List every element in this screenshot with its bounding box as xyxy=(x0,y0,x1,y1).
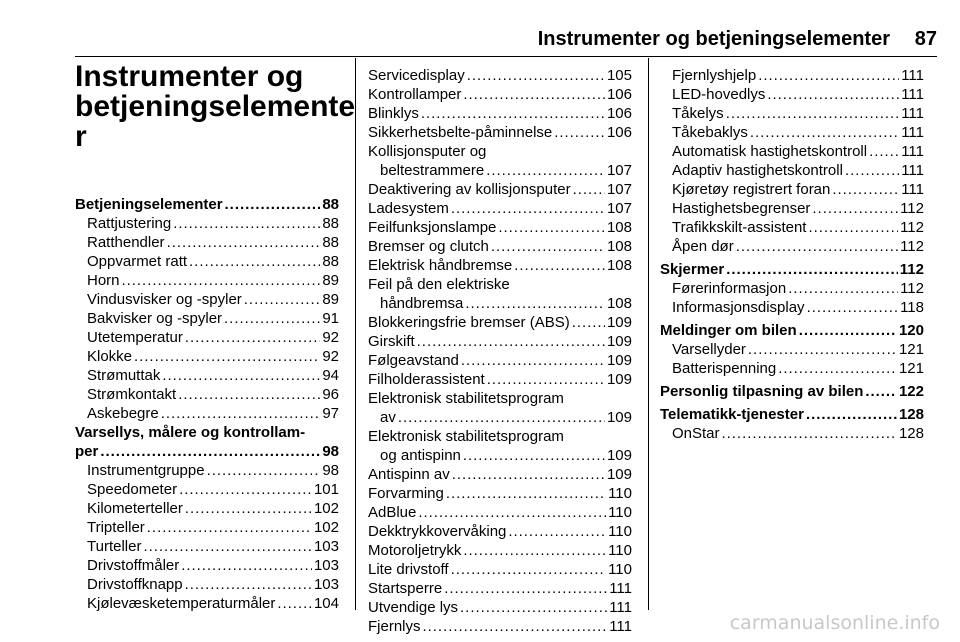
toc-entry-text: Tåkebaklys xyxy=(672,124,748,141)
toc-leader-dots xyxy=(143,537,312,556)
toc-entry-page: 104 xyxy=(313,595,339,612)
toc-entry-text: Servicedisplay xyxy=(368,67,465,84)
toc-leader-dots xyxy=(832,180,899,199)
toc-entry xyxy=(75,347,339,366)
toc-entry-text: Filholderassistent xyxy=(368,371,485,388)
toc-entry-text: Fjernlys xyxy=(368,618,421,635)
toc-entry-text: Bremser og clutch xyxy=(368,238,489,255)
toc-leader-dots xyxy=(865,382,897,401)
toc-entry xyxy=(75,271,339,290)
toc-entry xyxy=(75,556,339,575)
toc-entry-text: AdBlue xyxy=(368,504,417,521)
toc-entry xyxy=(368,503,632,522)
toc-entry-text: Strømuttak xyxy=(87,367,161,384)
toc-entry-page: 106 xyxy=(606,105,632,122)
chapter-title-line: Instrumenter og xyxy=(75,60,304,93)
toc-entry xyxy=(75,233,339,252)
running-header-title: Instrumenter og betjeningselementer xyxy=(537,28,890,50)
toc-leader-dots xyxy=(181,556,312,575)
toc-entry-text: Speedometer xyxy=(87,481,178,498)
toc-entry-text: Turteller xyxy=(87,538,142,555)
toc-leader-dots xyxy=(398,408,605,427)
toc-entry-page: 107 xyxy=(606,200,632,217)
toc-leader-dots xyxy=(207,461,321,480)
toc-entry xyxy=(75,385,339,404)
toc-entry-text: Tripteller xyxy=(87,519,145,536)
toc-leader-dots xyxy=(465,294,605,313)
toc-leader-dots xyxy=(498,218,605,237)
toc-entry-text: Askebegre xyxy=(87,405,159,422)
toc-entry-text: Telematikk-tjenester xyxy=(660,406,804,423)
toc-entry-text: Meldinger om bilen xyxy=(660,322,797,339)
toc-entry xyxy=(368,104,632,123)
toc-entry-page: 101 xyxy=(313,481,339,498)
toc-entry-text: Tåkelys xyxy=(672,105,724,122)
toc-entry-line: Kollisjonsputer og xyxy=(368,143,487,160)
toc-entry xyxy=(368,370,632,389)
toc-leader-dots xyxy=(807,298,899,317)
toc-leader-dots xyxy=(161,404,321,423)
toc-leader-dots xyxy=(463,446,605,465)
toc-entry-line: Varsellys, målere og kontrollam- xyxy=(75,424,306,441)
toc-leader-dots xyxy=(185,499,312,518)
toc-entry xyxy=(660,142,924,161)
toc-entry-page: 108 xyxy=(606,238,632,255)
toc-entry-text: Girskift xyxy=(368,333,415,350)
toc-leader-dots xyxy=(487,370,605,389)
toc-entry-text: Trafikkskilt-assistent xyxy=(672,219,807,236)
toc-entry-page: 112 xyxy=(900,219,924,236)
toc-entry xyxy=(368,332,632,351)
toc-entry-page: 108 xyxy=(606,295,632,312)
toc-entry-page: 91 xyxy=(322,310,339,327)
toc-leader-dots xyxy=(726,104,900,123)
toc-leader-dots xyxy=(758,66,899,85)
toc-entry-page: 97 xyxy=(322,405,339,422)
toc-entry xyxy=(75,499,339,518)
chapter-title xyxy=(75,60,356,153)
toc-entry xyxy=(368,484,632,503)
toc-entry xyxy=(660,161,924,180)
toc-entry-page: 110 xyxy=(608,542,632,559)
toc-entry xyxy=(368,66,632,85)
toc-entry-text: Informasjonsdisplay xyxy=(672,299,805,316)
toc-leader-dots xyxy=(461,351,605,370)
toc-entry-text: Lite drivstoff xyxy=(368,561,449,578)
toc-leader-dots xyxy=(189,252,320,271)
toc-leader-dots xyxy=(147,518,312,537)
toc-entry-text: Personlig tilpasning av bilen xyxy=(660,383,864,400)
toc-entry-text: Varsellyder xyxy=(672,341,746,358)
toc-entry-text: Fjernlyshjelp xyxy=(672,67,757,84)
toc-leader-dots xyxy=(100,442,320,461)
toc-entry-text: Førerinformasjon xyxy=(672,280,787,297)
toc-entry-page: 109 xyxy=(606,352,632,369)
toc-entry-text: Kilometerteller xyxy=(87,500,183,517)
toc-leader-dots xyxy=(178,385,320,404)
toc-entry-text: Åpen dør xyxy=(672,238,734,255)
toc-entry-page: 109 xyxy=(606,409,632,426)
toc-entry-page: 88 xyxy=(322,253,339,270)
toc-entry xyxy=(75,594,339,613)
toc-entry-page: 111 xyxy=(901,181,924,198)
toc-entry-page: 98 xyxy=(322,462,339,479)
toc-entry xyxy=(368,218,632,237)
toc-entry-text: OnStar xyxy=(672,425,720,442)
toc-entry xyxy=(660,382,924,401)
toc-leader-dots xyxy=(778,359,897,378)
toc-entry xyxy=(75,309,339,328)
toc-leader-dots xyxy=(812,199,898,218)
toc-entry xyxy=(368,161,632,180)
toc-entry-text: Bakvisker og -spyler xyxy=(87,310,223,327)
toc-leader-dots xyxy=(179,480,312,499)
toc-entry xyxy=(75,404,339,423)
toc-entry-page: 111 xyxy=(609,618,632,635)
toc-entry-page: 105 xyxy=(606,67,632,84)
toc-entry xyxy=(75,328,339,347)
toc-entry-page: 109 xyxy=(606,333,632,350)
toc-leader-dots xyxy=(799,321,897,340)
toc-leader-dots xyxy=(451,560,606,579)
toc-entry-text: Drivstoffknapp xyxy=(87,576,183,593)
toc-leader-dots xyxy=(224,309,320,328)
toc-entry xyxy=(660,260,924,279)
toc-entry-page: 110 xyxy=(608,561,632,578)
toc-entry-text: Utetemperatur xyxy=(87,329,183,346)
toc-entry xyxy=(368,560,632,579)
toc-entry-page: 128 xyxy=(898,406,924,423)
toc-leader-dots xyxy=(185,575,312,594)
toc-entry-text: Kjølevæsketemperaturmåler xyxy=(87,595,276,612)
toc-entry xyxy=(660,321,924,340)
toc-entry-text: av xyxy=(380,409,396,426)
toc-leader-dots xyxy=(808,218,898,237)
toc-leader-dots xyxy=(417,332,605,351)
toc-entry-text: og antispinn xyxy=(380,447,461,464)
toc-entry-page: 102 xyxy=(313,500,339,517)
toc-leader-dots xyxy=(736,237,898,256)
toc-entry xyxy=(660,66,924,85)
toc-entry-page: 88 xyxy=(322,196,339,213)
toc-entry xyxy=(75,195,339,214)
toc-entry-page: 106 xyxy=(606,124,632,141)
toc-entry xyxy=(368,522,632,541)
chapter-title-line: betjeningselemente xyxy=(75,90,356,123)
toc-leader-dots xyxy=(244,290,321,309)
toc-entry-text: Rattjustering xyxy=(87,215,172,232)
toc-leader-dots xyxy=(748,340,897,359)
toc-entry xyxy=(368,123,632,142)
toc-entry-text: Adaptiv hastighetskontroll xyxy=(672,162,843,179)
toc-entry-line: Elektronisk stabilitetsprogram xyxy=(368,428,564,445)
toc-leader-dots xyxy=(554,123,605,142)
toc-entry-page: 92 xyxy=(322,348,339,365)
toc-entry-page: 88 xyxy=(322,215,339,232)
toc-leader-dots xyxy=(491,237,605,256)
toc-entry xyxy=(660,405,924,424)
toc-entry xyxy=(75,575,339,594)
toc-leader-dots xyxy=(173,214,320,233)
toc-entry xyxy=(75,214,339,233)
toc-leader-dots xyxy=(185,328,320,347)
toc-entry-text: Hastighetsbegrenser xyxy=(672,200,811,217)
toc-entry-page: 88 xyxy=(322,234,339,251)
toc-entry xyxy=(660,104,924,123)
toc-leader-dots xyxy=(444,579,607,598)
toc-leader-dots xyxy=(486,161,605,180)
toc-entry-page: 98 xyxy=(322,443,339,460)
toc-entry-text: Horn xyxy=(87,272,120,289)
toc-entry-page: 122 xyxy=(898,383,924,400)
toc-entry-text: håndbremsa xyxy=(380,295,464,312)
toc-leader-dots xyxy=(225,195,321,214)
toc-entry-text: Startsperre xyxy=(368,580,443,597)
toc-entry-page: 111 xyxy=(609,580,632,597)
toc-entry-text: Sikkerhetsbelte-påminnelse xyxy=(368,124,553,141)
toc-entry xyxy=(660,424,924,443)
toc-entry-text: Dekktrykkovervåking xyxy=(368,523,507,540)
toc-entry xyxy=(75,252,339,271)
toc-entry-text: Ratthendler xyxy=(87,234,165,251)
toc-entry-page: 111 xyxy=(901,124,924,141)
toc-entry-page: 109 xyxy=(606,371,632,388)
toc-entry-text: Feilfunksjonslampe xyxy=(368,219,497,236)
toc-entry xyxy=(660,85,924,104)
toc-leader-dots xyxy=(452,465,605,484)
toc-leader-dots xyxy=(508,522,606,541)
toc-leader-dots xyxy=(573,180,605,199)
toc-entry-page: 110 xyxy=(608,523,632,540)
toc-leader-dots xyxy=(122,271,321,290)
toc-entry xyxy=(660,298,924,317)
toc-leader-dots xyxy=(167,233,321,252)
toc-entry-page: 112 xyxy=(900,200,924,217)
toc-leader-dots xyxy=(869,142,899,161)
page-number: 87 xyxy=(914,28,937,50)
toc-entry-text: per xyxy=(75,443,99,460)
toc-entry xyxy=(75,366,339,385)
toc-leader-dots xyxy=(451,199,605,218)
toc-entry xyxy=(368,408,632,427)
column-divider-2 xyxy=(648,58,649,610)
toc-entry xyxy=(368,351,632,370)
toc-entry-text: Betjeningselementer xyxy=(75,196,223,213)
toc-entry-text: Vindusvisker og -spyler xyxy=(87,291,242,308)
toc-entry xyxy=(368,579,632,598)
toc-entry-text: Automatisk hastighetskontroll xyxy=(672,143,868,160)
toc-entry-text: Blinklys xyxy=(368,105,419,122)
toc-entry-page: 108 xyxy=(606,219,632,236)
toc-entry-page: 108 xyxy=(606,257,632,274)
toc-entry-page: 109 xyxy=(606,314,632,331)
toc-entry-page: 89 xyxy=(322,272,339,289)
toc-entry xyxy=(368,465,632,484)
toc-entry xyxy=(660,359,924,378)
toc-entry xyxy=(75,290,339,309)
toc-entry xyxy=(368,237,632,256)
toc-entry-page: 111 xyxy=(901,67,924,84)
toc-entry-page: 107 xyxy=(606,181,632,198)
toc-entry xyxy=(368,256,632,275)
toc-entry xyxy=(75,480,339,499)
toc-entry-text: Antispinn av xyxy=(368,466,450,483)
toc-entry xyxy=(368,199,632,218)
toc-entry xyxy=(75,518,339,537)
toc-entry xyxy=(660,237,924,256)
toc-entry-page: 112 xyxy=(900,238,924,255)
toc-entry xyxy=(368,541,632,560)
header-divider xyxy=(75,56,937,57)
toc-leader-dots xyxy=(463,541,606,560)
toc-entry xyxy=(368,446,632,465)
toc-entry-page: 102 xyxy=(313,519,339,536)
toc-leader-dots xyxy=(767,85,899,104)
toc-entry xyxy=(75,537,339,556)
toc-leader-dots xyxy=(467,66,605,85)
watermark: carmanualsonline.info xyxy=(729,612,940,634)
toc-entry-text: Forvarming xyxy=(368,485,444,502)
toc-entry-page: 121 xyxy=(898,360,924,377)
toc-entry-line: Feil på den elektriske xyxy=(368,276,510,293)
toc-entry xyxy=(368,313,632,332)
toc-entry-page: 111 xyxy=(609,599,632,616)
toc-entry-text: Følgeavstand xyxy=(368,352,459,369)
toc-entry-page: 111 xyxy=(901,105,924,122)
toc-entry-page: 112 xyxy=(899,261,924,278)
toc-entry-text: Kontrollamper xyxy=(368,86,462,103)
toc-entry-page: 128 xyxy=(898,425,924,442)
toc-leader-dots xyxy=(572,313,605,332)
toc-leader-dots xyxy=(446,484,606,503)
toc-entry-text: Deaktivering av kollisjonsputer xyxy=(368,181,571,198)
toc-entry-text: LED-hovedlys xyxy=(672,86,766,103)
toc-leader-dots xyxy=(750,123,899,142)
toc-entry-page: 110 xyxy=(608,485,632,502)
toc-entry-page: 103 xyxy=(313,576,339,593)
toc-entry xyxy=(75,442,339,461)
toc-leader-dots xyxy=(162,366,320,385)
toc-entry-text: Motoroljetrykk xyxy=(368,542,462,559)
toc-leader-dots xyxy=(722,424,897,443)
toc-entry xyxy=(660,279,924,298)
toc-entry-page: 103 xyxy=(313,538,339,555)
toc-entry xyxy=(368,85,632,104)
toc-leader-dots xyxy=(134,347,320,366)
toc-entry xyxy=(660,218,924,237)
toc-entry-page: 110 xyxy=(608,504,632,521)
toc-entry-page: 109 xyxy=(606,447,632,464)
toc-entry xyxy=(660,199,924,218)
toc-entry-page: 107 xyxy=(606,162,632,179)
toc-entry-text: Instrumentgruppe xyxy=(87,462,205,479)
toc-entry-text: Klokke xyxy=(87,348,133,365)
toc-entry-text: Kjøretøy registrert foran xyxy=(672,181,831,198)
toc-entry-page: 120 xyxy=(898,322,924,339)
toc-entry-text: Utvendige lys xyxy=(368,599,459,616)
toc-entry-text: Strømkontakt xyxy=(87,386,177,403)
chapter-title-line: r xyxy=(75,120,87,153)
toc-leader-dots xyxy=(788,279,898,298)
toc-entry-page: 106 xyxy=(606,86,632,103)
toc-entry xyxy=(660,180,924,199)
toc-entry-page: 111 xyxy=(901,86,924,103)
toc-leader-dots xyxy=(463,85,605,104)
toc-entry-page: 89 xyxy=(322,291,339,308)
toc-entry-text: Elektrisk håndbremse xyxy=(368,257,513,274)
toc-entry xyxy=(368,294,632,313)
toc-entry-page: 121 xyxy=(898,341,924,358)
toc-entry-text: Batterispenning xyxy=(672,360,777,377)
toc-column-3 xyxy=(660,66,924,443)
column-divider-1 xyxy=(355,58,356,610)
toc-entry xyxy=(75,461,339,480)
toc-leader-dots xyxy=(806,405,897,424)
toc-leader-dots xyxy=(421,104,605,123)
toc-entry-page: 112 xyxy=(900,280,924,297)
toc-entry-page: 103 xyxy=(313,557,339,574)
toc-entry-page: 111 xyxy=(901,143,924,160)
toc-entry-page: 96 xyxy=(322,386,339,403)
toc-column-1 xyxy=(75,195,339,613)
toc-entry-text: Skjermer xyxy=(660,261,725,278)
toc-entry-page: 118 xyxy=(900,299,924,316)
toc-entry xyxy=(368,180,632,199)
toc-entry-page: 92 xyxy=(322,329,339,346)
toc-entry-text: Oppvarmet ratt xyxy=(87,253,188,270)
toc-entry-text: Drivstoffmåler xyxy=(87,557,180,574)
toc-column-2 xyxy=(368,66,632,636)
toc-leader-dots xyxy=(726,260,898,279)
toc-entry-page: 109 xyxy=(606,466,632,483)
toc-entry-text: Ladesystem xyxy=(368,200,449,217)
toc-entry xyxy=(660,340,924,359)
toc-entry-text: beltestrammere xyxy=(380,162,485,179)
toc-entry-line: Elektronisk stabilitetsprogram xyxy=(368,390,564,407)
toc-leader-dots xyxy=(418,503,606,522)
toc-entry-text: Blokkeringsfrie bremser (ABS) xyxy=(368,314,570,331)
toc-entry xyxy=(660,123,924,142)
toc-leader-dots xyxy=(514,256,605,275)
toc-entry-page: 94 xyxy=(322,367,339,384)
toc-leader-dots xyxy=(277,594,312,613)
toc-leader-dots xyxy=(845,161,899,180)
toc-entry-page: 111 xyxy=(901,162,924,179)
